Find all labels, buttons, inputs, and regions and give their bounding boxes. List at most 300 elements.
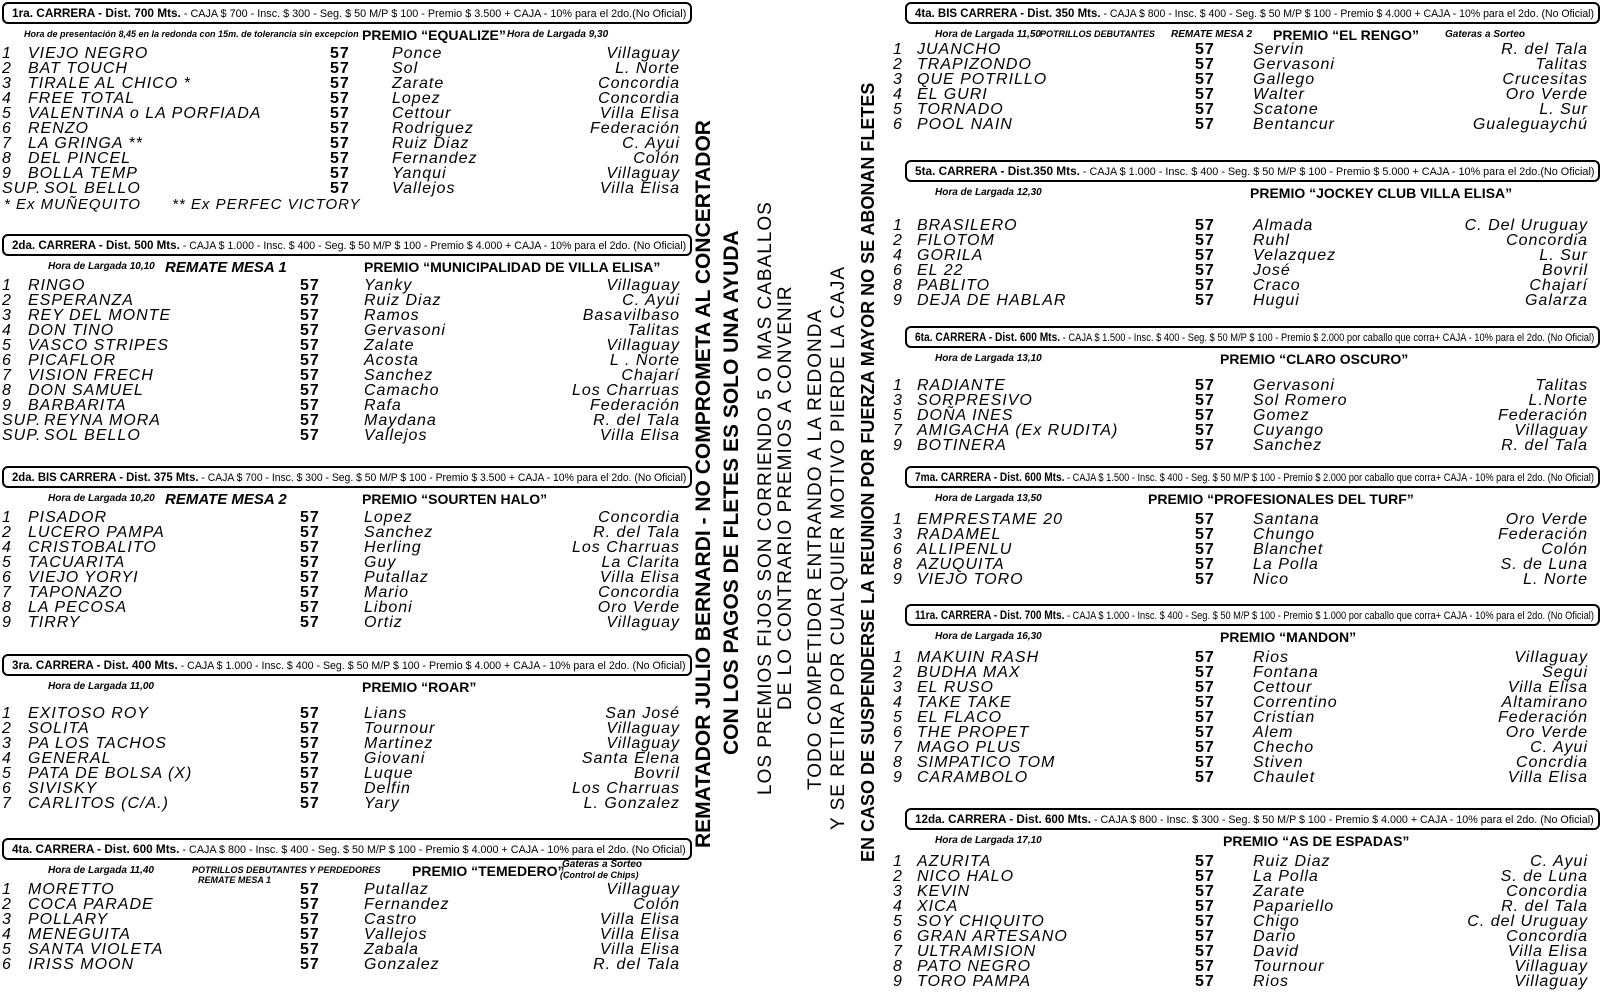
race-title: 1ra. CARRERA - Dist. 700 Mts. <box>12 6 181 20</box>
entries-list <box>2 882 692 972</box>
entry-number: 7 <box>2 367 12 384</box>
horse-name: GRAN ARTESANO <box>917 928 1068 945</box>
largada-time: Hora de Largada 16,30 <box>935 631 1042 642</box>
horse-name: REY DEL MONTE <box>28 307 172 324</box>
largada-time: Hora de Largada 10,10 <box>48 261 155 272</box>
locality: Colón <box>1541 541 1588 558</box>
weight: 57 <box>1195 769 1215 786</box>
entry-number: SUP. <box>2 427 42 444</box>
horse-name: SANTA VIOLETA <box>28 941 164 958</box>
race-header <box>905 2 1600 24</box>
entry-row <box>2 615 692 630</box>
entry-row <box>893 769 1600 786</box>
entry-number: 2 <box>893 232 903 249</box>
weight: 57 <box>1195 277 1215 294</box>
locality: San José <box>605 705 680 722</box>
weight: 57 <box>330 105 350 122</box>
premio-name: PREMIO “PROFESIONALES DEL TURF” <box>1148 491 1414 507</box>
jockey: Cuyango <box>1253 422 1325 439</box>
jockey: Stiven <box>1253 754 1304 771</box>
race-r7 <box>893 466 1600 588</box>
horse-name: JUANCHO <box>917 41 1002 58</box>
weight: 57 <box>330 45 350 62</box>
weight: 57 <box>300 735 320 752</box>
race-r4b <box>893 2 1600 133</box>
locality: Villa Elisa <box>599 569 680 586</box>
entry-row <box>2 927 692 942</box>
weight: 57 <box>330 180 350 197</box>
entry-row <box>893 526 1600 543</box>
jockey: Lopez <box>364 509 413 526</box>
entry-number: 3 <box>2 735 12 752</box>
jockey: Ruhl <box>1253 232 1290 249</box>
weight: 57 <box>1195 898 1215 915</box>
note-premios-fijos: LOS PREMIOS FIJOS SON CORRIENDO 5 O MAS CABALLOS <box>755 201 776 795</box>
weight: 57 <box>300 956 320 973</box>
jockey: Alem <box>1253 724 1294 741</box>
weight: 57 <box>1195 116 1215 133</box>
entry-row <box>893 277 1600 294</box>
entry-row <box>2 525 692 540</box>
entry-row <box>2 151 692 166</box>
horse-name: IRISS MOON <box>28 956 135 973</box>
locality: La Clarita <box>601 554 680 571</box>
horse-name: BOLLA TEMP <box>28 165 138 182</box>
entry-number: 4 <box>2 90 12 107</box>
entries-list <box>2 510 692 630</box>
locality: Villaguay <box>606 614 680 631</box>
locality: Concordia <box>598 90 680 107</box>
jockey: Camacho <box>364 382 440 399</box>
horse-name: DEL PINCEL <box>28 150 132 167</box>
entry-number: 8 <box>2 599 12 616</box>
horse-name: BARBARITA <box>28 397 127 414</box>
entry-row <box>2 121 692 136</box>
locality: Colón <box>633 150 680 167</box>
entry-row <box>2 570 692 585</box>
jockey: Herling <box>364 539 422 556</box>
horse-name: POOL NAIN <box>917 116 1013 133</box>
locality: Concordia <box>1506 928 1588 945</box>
entry-number: 5 <box>893 709 903 726</box>
weight: 57 <box>1195 571 1215 588</box>
horse-name: COCA PARADE <box>28 896 154 913</box>
note-retira: Y SE RETIRA POR CUALQUIER MOTIVO PIERDE LA CAJA <box>828 266 849 830</box>
locality: Talitas <box>1535 56 1588 73</box>
entry-row <box>893 679 1600 696</box>
locality: Federación <box>1497 407 1588 424</box>
jockey: Rodriguez <box>392 120 474 137</box>
horse-name: NICO HALO <box>917 868 1015 885</box>
entry-number: 4 <box>2 926 12 943</box>
weight: 57 <box>1195 422 1215 439</box>
entry-row <box>2 136 692 151</box>
entries-list <box>2 46 692 196</box>
jockey: Castro <box>364 911 418 928</box>
jockey: Lopez <box>392 90 441 107</box>
locality: Villa Elisa <box>1507 943 1588 960</box>
entry-number: 8 <box>893 754 903 771</box>
race-conditions: - CAJA $ 1.000 - Insc. $ 400 - Seg. $ 50 M/P $ 100 - Premio $ 4.000 + CAJA - 10% para el 2do. (No Oficial) <box>179 240 687 252</box>
locality: R. del Tala <box>1501 898 1588 915</box>
entry-row <box>2 293 692 308</box>
race-title: 7ma. CARRERA - Dist. 600 Mts. <box>915 470 1065 484</box>
jockey: Ponce <box>392 45 443 62</box>
horse-name: TAKE TAKE <box>917 694 1012 711</box>
weight: 57 <box>1195 883 1215 900</box>
race-conditions: - CAJA $ 800 - Insc. $ 300 - Seg. $ 50 M/P $ 100 - Premio $ 4.000 + CAJA - 10% para el 2do. (No Oficial) <box>1091 814 1594 826</box>
horse-name: TIRALE AL CHICO * <box>28 75 191 92</box>
jockey: Chigo <box>1253 913 1300 930</box>
horse-name: MAGO PLUS <box>917 739 1022 756</box>
jockey: Fontana <box>1253 664 1319 681</box>
entry-number: 2 <box>2 60 12 77</box>
weight: 57 <box>1195 56 1215 73</box>
jockey: Servin <box>1253 41 1305 58</box>
entry-row <box>2 540 692 555</box>
entry-row <box>2 796 692 811</box>
jockey: Dario <box>1253 928 1297 945</box>
locality: R. del Tala <box>593 524 680 541</box>
race-subheader <box>2 676 692 698</box>
horse-name: VIEJO YORYI <box>28 569 139 586</box>
race-subheader <box>2 256 692 278</box>
locality: Gualeguaychú <box>1472 116 1588 133</box>
locality: Oro Verde <box>1505 511 1588 528</box>
weight: 57 <box>1195 41 1215 58</box>
weight: 57 <box>1195 392 1215 409</box>
premio-name: PREMIO “EL RENGO” <box>1273 27 1419 43</box>
weight: 57 <box>300 569 320 586</box>
locality: Federación <box>589 397 680 414</box>
entry-row <box>893 943 1600 960</box>
entry-number: 1 <box>2 45 12 62</box>
horse-name: DON SAMUEL <box>28 382 144 399</box>
weight: 57 <box>300 509 320 526</box>
horse-name: GORILA <box>917 247 984 264</box>
entry-row <box>2 368 692 383</box>
entry-row <box>893 437 1600 454</box>
horse-name: VASCO STRIPES <box>28 337 170 354</box>
entry-row <box>893 754 1600 771</box>
remate-label: REMATE MESA 2 <box>1171 29 1253 40</box>
note-premios-convenir: DE LO CONTRARIO PREMIOS A CONVENIR <box>775 285 796 710</box>
entry-number: 3 <box>893 392 903 409</box>
premio-name: PREMIO “EQUALIZE” <box>362 27 506 43</box>
weight: 57 <box>300 292 320 309</box>
locality: Villaguay <box>606 720 680 737</box>
locality: Segui <box>1542 664 1588 681</box>
jockey: Ruiz Diaz <box>392 135 470 152</box>
entry-row <box>893 649 1600 666</box>
weight: 57 <box>300 705 320 722</box>
jockey: Maydana <box>364 412 437 429</box>
race-conditions: - CAJA $ 1.000 - Insc. $ 400 - Seg. $ 50 M/P $ 100 - Premio $ 1.000 por caballo que corra+ CAJA - 10% para el 2do. (No Oficial) <box>1064 610 1594 622</box>
entry-number: 2 <box>893 868 903 885</box>
locality: L.Norte <box>1528 392 1588 409</box>
horse-name: EL RUSO <box>917 679 994 696</box>
entries-list <box>893 853 1600 990</box>
entry-number: 9 <box>893 292 903 309</box>
horse-name: THE PROPET <box>917 724 1030 741</box>
horse-name: PICAFLOR <box>28 352 117 369</box>
race-conditions: - CAJA $ 700 - Insc. $ 300 - Seg. $ 50 M/P $ 100 - Premio $ 3.500 + CAJA - 10% para el 2do.(No Oficial) <box>180 8 687 20</box>
race-title: 5ta. CARRERA - Dist.350 Mts. <box>915 164 1080 178</box>
weight: 57 <box>1195 407 1215 424</box>
entry-number: 5 <box>2 554 12 571</box>
horse-name: EL 22 <box>917 262 964 279</box>
jockey: Yary <box>364 795 400 812</box>
weight: 57 <box>300 277 320 294</box>
locality: L. Norte <box>615 60 680 77</box>
horse-name: PATO NEGRO <box>917 958 1032 975</box>
jockey: Velazquez <box>1253 247 1337 264</box>
race-header <box>2 234 692 256</box>
horse-name: SOL BELLO <box>44 427 141 444</box>
weight: 57 <box>300 352 320 369</box>
entry-number: 3 <box>893 883 903 900</box>
entry-row <box>893 217 1600 234</box>
jockey: Fernandez <box>392 150 478 167</box>
locality: Concordia <box>598 509 680 526</box>
weight: 57 <box>300 896 320 913</box>
jockey: José <box>1253 262 1291 279</box>
entry-row <box>893 898 1600 915</box>
entry-number: 9 <box>893 973 903 990</box>
weight: 57 <box>330 75 350 92</box>
horse-name: PABLITO <box>917 277 991 294</box>
entry-row <box>2 600 692 615</box>
entry-number: 1 <box>893 853 903 870</box>
entry-row <box>2 353 692 368</box>
race-subheader <box>2 488 692 510</box>
horse-name: AMIGACHA (Ex RUDITA) <box>917 422 1119 439</box>
weight: 57 <box>300 911 320 928</box>
horse-name: VISION FRECH <box>28 367 154 384</box>
race-footnote: * Ex MUÑEQUITO ** Ex PERFEC VICTORY <box>4 196 361 213</box>
entry-number: 3 <box>2 75 12 92</box>
largada-time: Hora de Largada 11,40 <box>48 865 154 876</box>
locality: Villaguay <box>1514 973 1588 990</box>
entry-number: 1 <box>893 511 903 528</box>
weight: 57 <box>300 750 320 767</box>
entry-row <box>2 383 692 398</box>
locality: Bovril <box>1541 262 1588 279</box>
entry-number: 1 <box>893 649 903 666</box>
entry-row <box>893 913 1600 930</box>
weight: 57 <box>1195 913 1215 930</box>
race-r2b <box>2 466 692 630</box>
jockey: Correntino <box>1253 694 1338 711</box>
weight: 57 <box>1195 377 1215 394</box>
entry-number: 4 <box>893 247 903 264</box>
weight: 57 <box>1195 262 1215 279</box>
horse-name: FREE TOTAL <box>28 90 136 107</box>
weight: 57 <box>330 135 350 152</box>
weight: 57 <box>1195 868 1215 885</box>
entry-row <box>2 957 692 972</box>
horse-name: SOLITA <box>28 720 90 737</box>
premio-name: PREMIO “JOCKEY CLUB VILLA ELISA” <box>1250 185 1513 201</box>
entry-row <box>893 292 1600 309</box>
horse-name: ESPERANZA <box>28 292 134 309</box>
remate-label: REMATE MESA 1 <box>198 875 272 885</box>
entry-row <box>893 694 1600 711</box>
largada-time: Hora de Largada 13,10 <box>935 353 1042 364</box>
entry-number: 3 <box>893 526 903 543</box>
jockey: Gallego <box>1253 71 1316 88</box>
locality: Villaguay <box>606 735 680 752</box>
horse-name: CARLITOS (C/A.) <box>28 795 169 812</box>
locality: C. Ayui <box>622 292 680 309</box>
entry-number: 3 <box>893 679 903 696</box>
locality: Chajarí <box>621 367 680 384</box>
race-subheader <box>905 348 1600 370</box>
jockey: Craco <box>1253 277 1301 294</box>
entry-row <box>2 555 692 570</box>
weight: 57 <box>1195 709 1215 726</box>
race-conditions: - CAJA $ 800 - Insc. $ 400 - Seg. $ 50 M/P $ 100 - Premio $ 4.000 + CAJA - 10% para el 2do. (No Oficial) <box>1100 8 1595 20</box>
jockey: Chungo <box>1253 526 1316 543</box>
locality: Altamirano <box>1501 694 1588 711</box>
weight: 57 <box>1195 511 1215 528</box>
jockey: Chaulet <box>1253 769 1316 786</box>
entry-number: 6 <box>2 120 12 137</box>
jockey: Gervasoni <box>1253 56 1335 73</box>
entry-number: 2 <box>2 524 12 541</box>
locality: Colón <box>633 896 680 913</box>
locality: R. del Tala <box>1501 41 1588 58</box>
entry-row <box>893 56 1600 73</box>
locality: Los Charruas <box>571 382 680 399</box>
jockey: Acosta <box>364 352 419 369</box>
jockey: Gervasoni <box>364 322 446 339</box>
entry-number: 9 <box>893 437 903 454</box>
horse-name: EXITOSO ROY <box>28 705 149 722</box>
entry-row <box>2 781 692 796</box>
weight: 57 <box>1195 724 1215 741</box>
race-title: 3ra. CARRERA - Dist. 400 Mts. <box>12 658 178 672</box>
entry-number: 5 <box>893 101 903 118</box>
entry-number: 7 <box>893 422 903 439</box>
jockey: Zalate <box>364 337 415 354</box>
entry-row <box>2 181 692 196</box>
locality: Crucesitas <box>1502 71 1588 88</box>
horse-name: BAT TOUCH <box>28 60 128 77</box>
weight: 57 <box>300 554 320 571</box>
entry-number: 5 <box>893 913 903 930</box>
entry-row <box>2 736 692 751</box>
jockey: Blanchet <box>1253 541 1324 558</box>
weight: 57 <box>1195 71 1215 88</box>
locality: Villa Elisa <box>1507 679 1588 696</box>
entry-number: 8 <box>893 277 903 294</box>
entry-row <box>2 308 692 323</box>
weight: 57 <box>1195 958 1215 975</box>
horse-name: RENZO <box>28 120 89 137</box>
jockey: Almada <box>1253 217 1314 234</box>
entry-number: 1 <box>2 705 12 722</box>
entry-number: SUP. <box>2 180 42 197</box>
weight: 57 <box>1195 928 1215 945</box>
entry-row <box>2 166 692 181</box>
horse-name: SOY CHIQUITO <box>917 913 1045 930</box>
entry-number: 9 <box>2 614 12 631</box>
entry-number: 6 <box>2 780 12 797</box>
horse-name: MENEGUITA <box>28 926 131 943</box>
jockey: Vallejos <box>364 427 428 444</box>
horse-name: TACUARITA <box>28 554 126 571</box>
race-r2 <box>2 234 692 443</box>
entries-list <box>893 511 1600 588</box>
jockey: Vallejos <box>364 926 428 943</box>
entry-row <box>2 882 692 897</box>
presentacion-time: Hora de presentación 8,45 en la redonda con 15m. de tolerancia sin excepcion <box>24 29 359 39</box>
premio-name: PREMIO “MUNICIPALIDAD DE VILLA ELISA” <box>364 259 661 275</box>
entry-number: 6 <box>893 541 903 558</box>
locality: L. Sur <box>1539 101 1588 118</box>
horse-name: EL GURI <box>917 86 988 103</box>
race-header <box>2 466 692 488</box>
weight: 57 <box>1195 694 1215 711</box>
weight: 57 <box>300 720 320 737</box>
locality: Villaguay <box>606 45 680 62</box>
horse-name: RINGO <box>28 277 86 294</box>
entry-row <box>893 41 1600 58</box>
race-subheader <box>2 859 692 885</box>
locality: Concordia <box>598 75 680 92</box>
category-label: POTRILLOS DEBUTANTES <box>1040 29 1155 39</box>
note-fletes: CON LOS PAGOS DE FLETES ES SOLO UNA AYUDA <box>720 230 743 755</box>
locality: Federación <box>1497 526 1588 543</box>
entry-number: 5 <box>2 337 12 354</box>
entry-row <box>893 511 1600 528</box>
horse-name: TIRRY <box>28 614 81 631</box>
weight: 57 <box>1195 101 1215 118</box>
locality: Villaguay <box>606 881 680 898</box>
jockey: Putallaz <box>364 569 429 586</box>
gateras-label: Gateras a Sorteo <box>1445 29 1526 40</box>
entry-row <box>2 413 692 428</box>
jockey: Sanchez <box>364 367 434 384</box>
weight: 57 <box>1195 247 1215 264</box>
entry-number: 6 <box>893 928 903 945</box>
entry-number: 7 <box>2 135 12 152</box>
entry-row <box>2 428 692 443</box>
entry-number: 8 <box>893 556 903 573</box>
entry-number: 4 <box>2 322 12 339</box>
race-r4 <box>2 838 692 972</box>
race-subheader <box>905 830 1600 852</box>
horse-name: DEJA DE HABLAR <box>917 292 1067 309</box>
locality: Concordia <box>1506 883 1588 900</box>
entry-number: 9 <box>2 165 12 182</box>
horse-name: BOTINERA <box>917 437 1007 454</box>
entry-row <box>2 61 692 76</box>
entry-row <box>2 338 692 353</box>
premio-name: PREMIO “MANDON” <box>1220 629 1357 645</box>
race-r11 <box>893 604 1600 786</box>
weight: 57 <box>300 881 320 898</box>
jockey: Guy <box>364 554 397 571</box>
locality: Villa Elisa <box>599 926 680 943</box>
entry-row <box>893 247 1600 264</box>
entry-row <box>2 751 692 766</box>
horse-name: ALLIPENLU <box>917 541 1013 558</box>
largada-time: Hora de Largada 13,50 <box>935 493 1042 504</box>
jockey: Tournour <box>364 720 436 737</box>
race-conditions: - CAJA $ 1.000 - Insc. $ 400 - Seg. $ 50 M/P $ 100 - Premio $ 4.000 + CAJA - 10% para el 2do. (No Oficial) <box>177 660 686 672</box>
